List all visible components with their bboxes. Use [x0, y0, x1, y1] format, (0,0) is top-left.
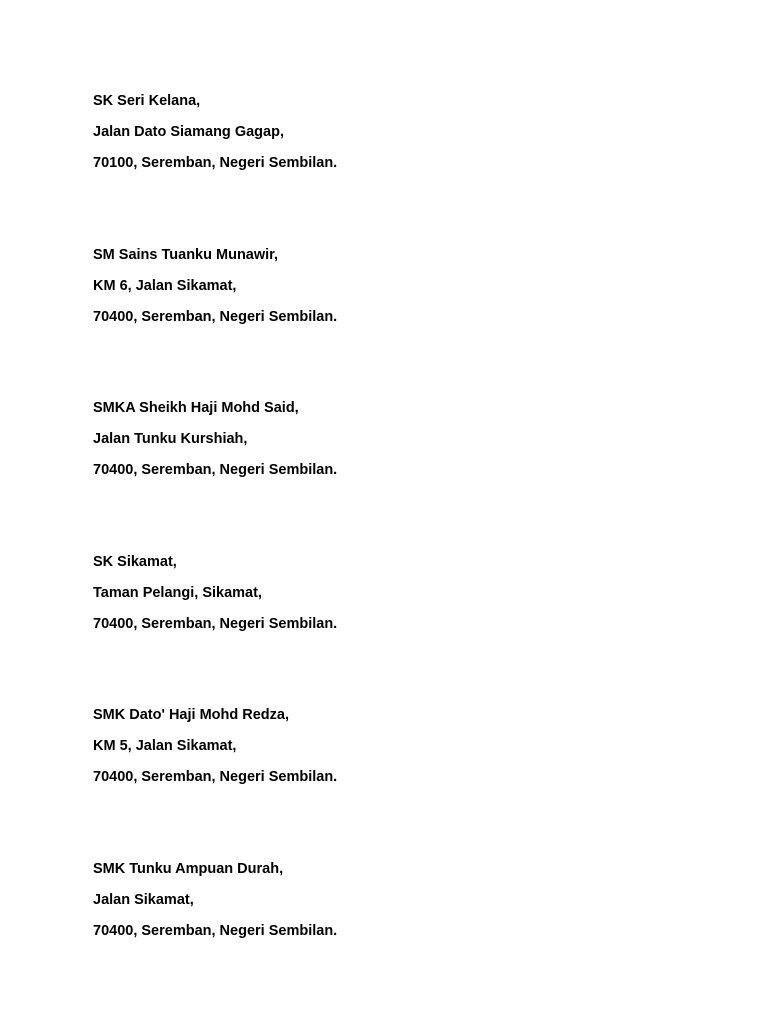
street-line: KM 5, Jalan Sikamat, [93, 738, 237, 754]
school-name: SMK Tunku Ampuan Durah, [93, 861, 284, 877]
postcode-city-state: 70400, Seremban, Negeri Sembilan. [93, 309, 338, 325]
postcode-city-state: 70400, Seremban, Negeri Sembilan. [93, 616, 338, 632]
street-line: KM 6, Jalan Sikamat, [93, 278, 237, 294]
street-line: Taman Pelangi, Sikamat, [93, 585, 262, 601]
street-line: Jalan Sikamat, [93, 892, 194, 908]
street-line: Jalan Tunku Kurshiah, [93, 431, 248, 447]
postcode-city-state: 70400, Seremban, Negeri Sembilan. [93, 462, 338, 478]
postcode-city-state: 70400, Seremban, Negeri Sembilan. [93, 769, 338, 785]
postcode-city-state: 70100, Seremban, Negeri Sembilan. [93, 155, 338, 171]
school-name: SM Sains Tuanku Munawir, [93, 247, 279, 263]
school-name: SMK Dato' Haji Mohd Redza, [93, 707, 289, 723]
street-line: Jalan Dato Siamang Gagap, [93, 124, 284, 140]
school-name: SK Sikamat, [93, 554, 177, 570]
postcode-city-state: 70400, Seremban, Negeri Sembilan. [93, 923, 338, 939]
school-name: SK Seri Kelana, [93, 93, 201, 109]
school-name: SMKA Sheikh Haji Mohd Said, [93, 400, 299, 416]
